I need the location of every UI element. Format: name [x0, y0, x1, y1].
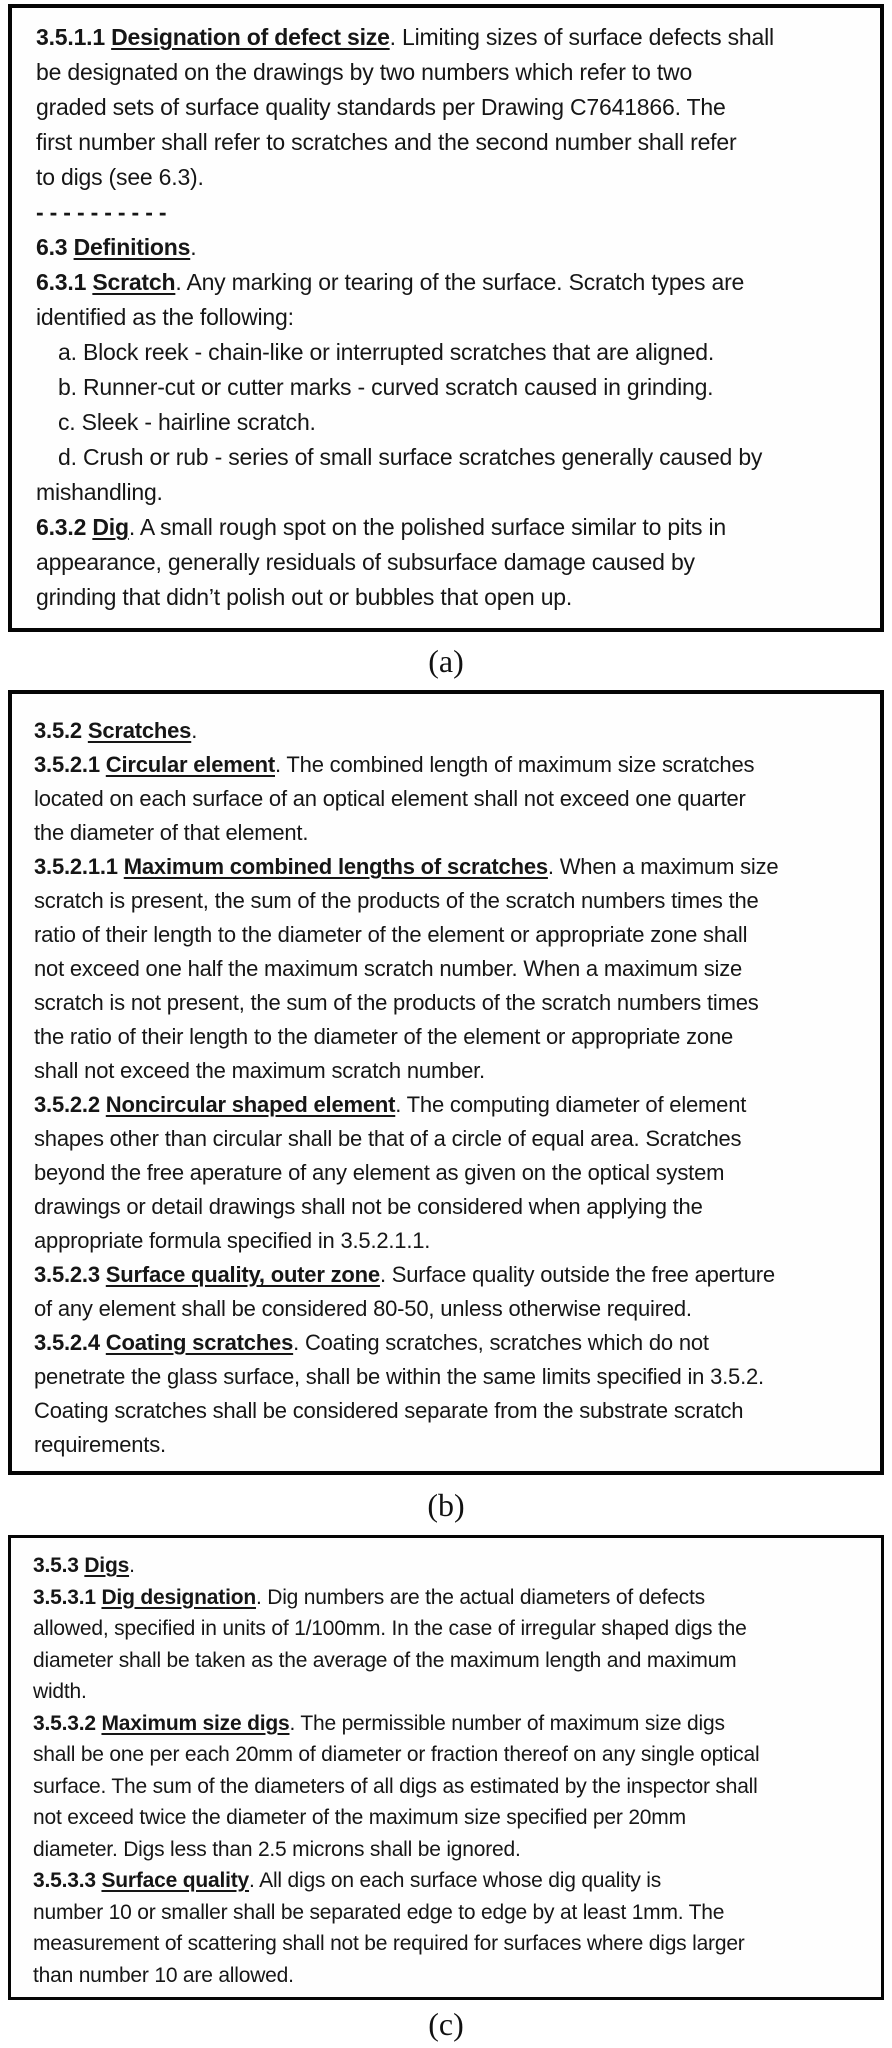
text-run: Dig [92, 514, 129, 540]
text-run: number 10 or smaller shall be separated edge to edge by at least 1mm. The [33, 1900, 725, 1924]
text-run: 3.5.3.3 [33, 1869, 102, 1892]
text-run: diameter. Digs less than 2.5 microns shall be ignored. [33, 1837, 521, 1861]
text-run: 3.5.2.1.1 [34, 854, 124, 879]
text-line [36, 265, 862, 300]
text-run: . [129, 1554, 135, 1577]
text-run: b. Runner-cut or cutter marks - curved scratch caused in grinding. [58, 374, 714, 400]
panel-b [8, 690, 884, 1475]
text-run: c. Sleek - hairline scratch. [58, 409, 316, 435]
text-line [34, 918, 864, 952]
text-run: mishandling. [36, 479, 163, 505]
text-run: width. [33, 1680, 87, 1703]
text-line [34, 952, 864, 986]
text-run: allowed, specified in units of 1/100mm. In the case of irregular shaped digs the [33, 1617, 747, 1640]
text-run: . The computing diameter of element [395, 1092, 747, 1117]
text-line [36, 510, 862, 545]
panel-c [8, 1535, 884, 2000]
text-run: . A small rough spot on the polished surface similar to pits in [128, 514, 727, 540]
text-run: penetrate the glass surface, shall be within the same limits specified in 3.5.2. [34, 1364, 764, 1389]
text-run: Definitions [73, 234, 191, 260]
text-run: . Dig numbers are the actual diameters of defects [255, 1585, 705, 1609]
text-line [33, 1928, 865, 1960]
text-run: not exceed one half the maximum scratch number. When a maximum size [34, 956, 743, 981]
text-line [34, 1054, 864, 1088]
text-run: Digs [84, 1554, 130, 1577]
text-line [33, 1960, 865, 1992]
text-line [36, 335, 862, 370]
text-line [34, 1292, 864, 1326]
text-line [34, 850, 864, 884]
text-line [34, 748, 864, 782]
text-run: the ratio of their length to the diameter of the element or appropriate zone [34, 1024, 734, 1049]
text-line [33, 1708, 865, 1740]
text-line [36, 580, 862, 615]
text-line [34, 816, 864, 850]
text-line [34, 1122, 864, 1156]
text-run: Dig designation [101, 1585, 256, 1609]
panel-a [8, 4, 884, 632]
text-run: scratch is not present, the sum of the products of the scratch numbers times [34, 990, 759, 1015]
text-line [34, 714, 864, 748]
text-run: diameter shall be taken as the average of the maximum length and maximum [33, 1648, 737, 1672]
text-line [36, 230, 862, 265]
text-run: Coating scratches [105, 1330, 294, 1355]
caption-b: (b) [427, 1486, 465, 1523]
text-run: the diameter of that element. [34, 820, 309, 845]
text-line [34, 1326, 864, 1360]
text-run: . All digs on each surface whose dig quality is [249, 1869, 662, 1892]
text-line [33, 1834, 865, 1866]
text-line [33, 1865, 865, 1897]
text-run: 3.5.2.1 [34, 752, 106, 777]
text-line [36, 160, 862, 195]
text-run: 6.3 [36, 234, 74, 260]
text-line [34, 1156, 864, 1190]
text-run: Designation of defect size [111, 24, 390, 50]
text-run: 3.5.3.1 [33, 1585, 102, 1609]
text-run: 3.5.2.2 [34, 1092, 106, 1117]
text-line [34, 986, 864, 1020]
text-run: 3.5.2 [34, 718, 88, 743]
text-run: appropriate formula specified in 3.5.2.1.1. [34, 1228, 431, 1253]
text-line [34, 1224, 864, 1258]
text-run: ratio of their length to the diameter of the element or appropriate zone shall [34, 922, 748, 947]
text-run: not exceed twice the diameter of the maximum size specified per 20mm [33, 1806, 686, 1829]
text-run: to digs (see 6.3). [36, 164, 204, 190]
text-line [36, 55, 862, 90]
text-line [36, 300, 862, 335]
text-line [36, 20, 862, 55]
text-line [36, 90, 862, 125]
text-run: graded sets of surface quality standards per Drawing C7641866. The [36, 94, 726, 120]
text-run: scratch is present, the sum of the products of the scratch numbers times the [34, 888, 759, 913]
text-run: surface. The sum of the diameters of all digs as estimated by the inspector shall [33, 1774, 758, 1798]
text-run: beyond the free aperature of any element as given on the optical system [34, 1160, 725, 1185]
text-line [33, 1676, 865, 1708]
text-line [36, 125, 862, 160]
text-line [33, 1897, 865, 1929]
text-run: Surface quality, outer zone [105, 1262, 380, 1287]
text-run: a. Block reek - chain-like or interrupted scratches that are aligned. [58, 339, 715, 365]
caption-a: (a) [428, 642, 464, 679]
text-line [33, 1739, 865, 1771]
text-run: grinding that didn’t polish out or bubbles that open up. [36, 584, 573, 610]
text-run: 3.5.3.2 [33, 1711, 102, 1735]
text-line [33, 1645, 865, 1677]
text-run: shapes other than circular shall be that of a circle of equal area. Scratches [34, 1126, 742, 1151]
text-run: requirements. [34, 1432, 166, 1457]
text-run: Circular element [105, 752, 275, 777]
text-line [34, 1190, 864, 1224]
text-run: Coating scratches shall be considered separate from the substrate scratch [34, 1398, 744, 1423]
caption-c: (c) [428, 2005, 464, 2042]
text-run: of any element shall be considered 80-50, unless otherwise required. [34, 1296, 692, 1321]
text-run: identified as the following: [36, 304, 294, 330]
text-run: . Limiting sizes of surface defects shall [389, 24, 774, 50]
text-line [36, 370, 862, 405]
text-line [36, 195, 862, 230]
text-run: than number 10 are allowed. [33, 1963, 294, 1987]
text-run: drawings or detail drawings shall not be considered when applying the [34, 1194, 703, 1219]
text-run: . The permissible number of maximum size digs [289, 1711, 725, 1735]
panel-b-text [12, 694, 880, 1471]
text-run: 6.3.1 [36, 269, 93, 295]
text-run: Scratch [92, 269, 176, 295]
text-run: shall not exceed the maximum scratch number. [34, 1058, 485, 1083]
panel-a-text [12, 8, 880, 628]
text-line [34, 1258, 864, 1292]
text-run: shall be one per each 20mm of diameter or fraction thereof on any single optical [33, 1743, 760, 1766]
text-run: appearance, generally residuals of subsurface damage caused by [36, 549, 695, 575]
text-line [33, 1550, 865, 1582]
text-run: be designated on the drawings by two numbers which refer to two [36, 59, 693, 85]
text-line [33, 1802, 865, 1834]
text-run: 3.5.2.4 [34, 1330, 106, 1355]
text-run: . Surface quality outside the free aperture [379, 1262, 775, 1287]
text-line [36, 440, 862, 475]
text-line [36, 475, 862, 510]
text-line [36, 545, 862, 580]
text-line [34, 884, 864, 918]
text-run: 3.5.3 [33, 1554, 85, 1577]
text-run: 3.5.1.1 [36, 24, 112, 50]
text-line [34, 1360, 864, 1394]
text-run: 6.3.2 [36, 514, 93, 540]
text-run: - - - - - - - - - - [36, 199, 167, 225]
text-line [34, 1088, 864, 1122]
text-run: Surface quality [101, 1869, 250, 1892]
text-run: . The combined length of maximum size scratches [275, 752, 755, 777]
text-line [33, 1771, 865, 1803]
text-line [34, 1394, 864, 1428]
text-run: . Any marking or tearing of the surface. Scratch types are [175, 269, 745, 295]
panel-c-text [11, 1538, 881, 1997]
text-run: Maximum size digs [101, 1711, 290, 1735]
text-run: d. Crush or rub - series of small surface scratches generally caused by [58, 444, 763, 470]
text-run: Maximum combined lengths of scratches [123, 854, 548, 879]
text-run: . [191, 718, 198, 743]
text-line [33, 1613, 865, 1645]
text-line [33, 1582, 865, 1614]
text-run: . When a maximum size [547, 854, 779, 879]
text-run: measurement of scattering shall not be required for surfaces where digs larger [33, 1932, 745, 1955]
text-line [34, 1428, 864, 1462]
text-line [34, 782, 864, 816]
text-run: . Coating scratches, scratches which do not [293, 1330, 709, 1355]
text-run: Scratches [87, 718, 192, 743]
text-line [34, 1020, 864, 1054]
text-run: first number shall refer to scratches and the second number shall refer [36, 129, 737, 155]
text-run: located on each surface of an optical element shall not exceed one quarter [34, 786, 746, 811]
text-run: 3.5.2.3 [34, 1262, 106, 1287]
text-run: . [190, 234, 197, 260]
text-run: Noncircular shaped element [105, 1092, 396, 1117]
text-line [36, 405, 862, 440]
